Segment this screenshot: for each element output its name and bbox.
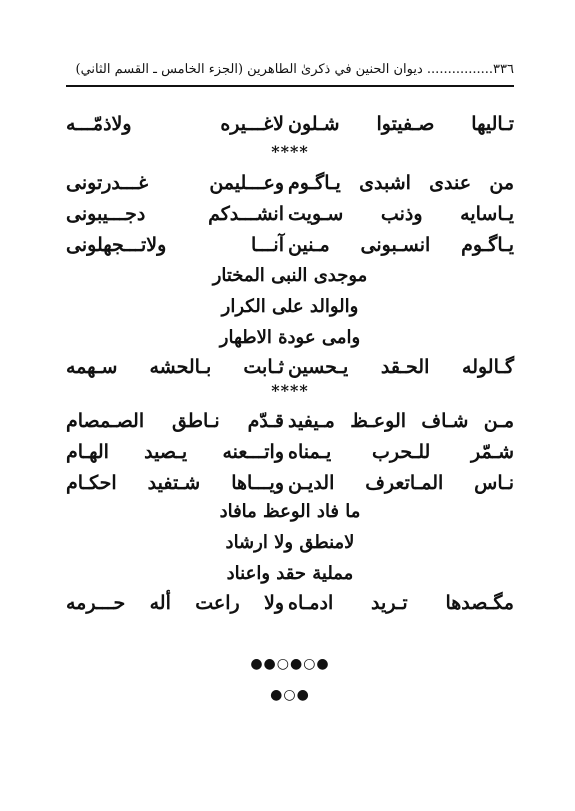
header-rule bbox=[66, 85, 514, 87]
refrain-line: لامنطق ولا ارشاد bbox=[225, 532, 355, 553]
refrain-line: مملية حقد واعناد bbox=[226, 563, 354, 584]
verse-second-hemistich: انشـــدكم دجـــيبونى bbox=[66, 203, 284, 225]
verse-first-hemistich: گـالوله الحـقد يـحسين bbox=[288, 356, 514, 378]
verse-first-hemistich: يـاگـوم انسـبونى مـنين bbox=[288, 234, 514, 256]
refrain-line: ما فاد الوعظ مافاد bbox=[219, 501, 361, 522]
verse-second-hemistich: ويـــاها شـتفيد احكـام bbox=[66, 472, 284, 494]
verse-line bbox=[66, 230, 514, 260]
verse-line bbox=[66, 352, 514, 382]
verse-first-hemistich: يـاسايه وذنب سـويت bbox=[288, 203, 514, 225]
running-header: ٣٣٦................ ديوان الحنين في ذكرىٰ الطاهرين (الجزء الخامس ـ القسم الثاني) bbox=[75, 62, 514, 77]
verse-second-hemistich: قـدّم نـاطق الصـمصام bbox=[66, 410, 284, 432]
verse-second-hemistich: ثـابت بـالحشه سـهمه bbox=[66, 356, 284, 378]
circle-ornament: ●●○●○● bbox=[250, 656, 330, 672]
refrain-line: والوالد على الكرار bbox=[221, 296, 359, 317]
refrain-line: موجدى النبى المختار bbox=[212, 265, 368, 286]
verse-line bbox=[66, 588, 514, 618]
verse-first-hemistich: نـاس المـاتعرف الديـن bbox=[288, 472, 514, 494]
refrain-line: وامى عودة الاطهار bbox=[219, 327, 361, 348]
verse-line bbox=[66, 468, 514, 498]
verse-first-hemistich: شـمّر للـحرب يـمناه bbox=[288, 441, 514, 463]
circle-ornament: ●○● bbox=[270, 687, 310, 703]
verse-line bbox=[66, 437, 514, 467]
verse-first-hemistich: من عندى اشبدى يـاگـوم bbox=[288, 172, 514, 194]
verse-first-hemistich: مگـصدها تـريد ادمـاه bbox=[288, 592, 514, 614]
stars-separator: **** bbox=[271, 142, 309, 161]
verse-line bbox=[66, 109, 514, 139]
verse-first-hemistich: مـن شـاف الوعـظ مـيفيد bbox=[288, 410, 514, 432]
verse-second-hemistich: ولا راعت أله حـــرمه bbox=[66, 592, 284, 614]
verse-line bbox=[66, 406, 514, 436]
verse-line bbox=[66, 168, 514, 198]
verse-line bbox=[66, 199, 514, 229]
stars-separator: **** bbox=[271, 381, 309, 400]
verse-second-hemistich: آنـــا ولاتـــجهلونى bbox=[66, 234, 284, 256]
verse-second-hemistich: لاغـــيره ولاذمّـــه bbox=[66, 113, 284, 135]
verse-second-hemistich: وعـــليمن غـــدرتونى bbox=[66, 172, 284, 194]
verse-first-hemistich: تـاليها صـفيتوا شـلون bbox=[288, 113, 514, 135]
verse-second-hemistich: واتـــعنه يـصيد الهـام bbox=[66, 441, 284, 463]
